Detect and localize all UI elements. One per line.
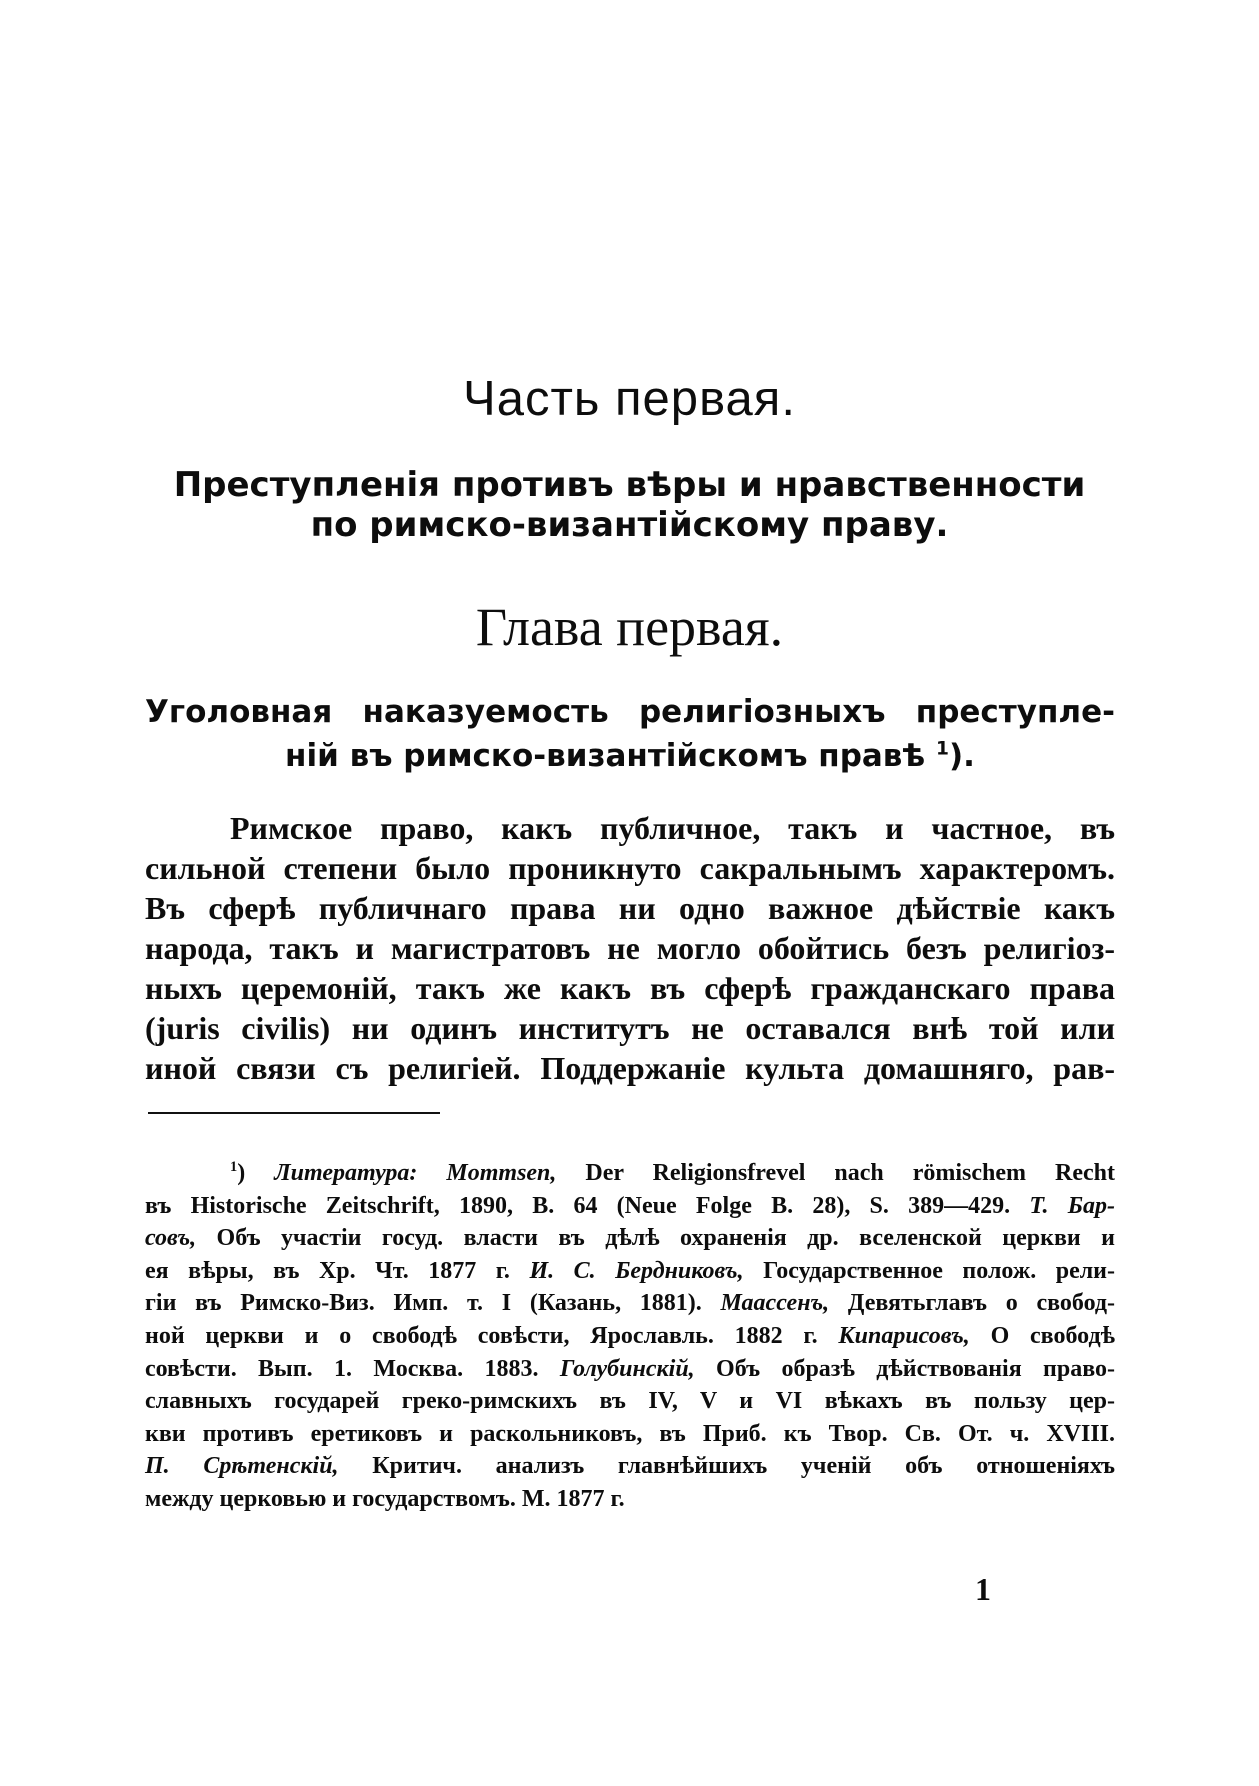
footnote-line — [145, 1157, 1115, 1190]
footnote-text: Девятьглавъ о свобод- — [829, 1290, 1116, 1317]
footnote-text: Государственное полож. рели- — [743, 1257, 1116, 1284]
footnote-text: Der Religionsfrevel nach römischem Recht — [556, 1160, 1116, 1186]
footnote-citation-name: П. Срѣтенскій, — [145, 1453, 339, 1480]
footnote-line — [145, 1483, 1115, 1516]
paragraph-line: иной связи съ религіей. Поддержаніе культа домашняго, рав- — [145, 1050, 1115, 1086]
chapter-subtitle-line — [145, 734, 1115, 778]
chapter-subtitle-line: Уголовная наказуемость религіозныхъ преступле- — [145, 694, 1115, 730]
page-number: 1 — [975, 1571, 991, 1607]
part-subtitle-line: по римско-византійскому праву. — [310, 505, 949, 545]
part-title: Часть первая. — [463, 372, 796, 426]
footnote-text: совѣсти. Вып. 1. Москва. 1883. — [145, 1355, 560, 1382]
footnote-citation-name: Кипарисовъ, — [838, 1322, 970, 1349]
footnote-marker: 1 — [230, 1159, 238, 1175]
footnote-line — [145, 1385, 1115, 1418]
footnote-line — [145, 1450, 1115, 1483]
part-subtitle — [130, 465, 1129, 545]
footnote-line — [145, 1190, 1115, 1223]
footnote-line — [145, 1222, 1115, 1255]
chapter-title: Глава первая. — [475, 597, 784, 657]
footnote-text: Критич. анализъ главнѣйшихъ ученій объ отношеніяхъ — [338, 1453, 1115, 1480]
footnote-text: славныхъ государей греко-римскихъ въ IV, V и VI вѣкахъ въ пользу цер- — [145, 1388, 1115, 1415]
chapter-subtitle — [145, 690, 1115, 778]
footnote-citation-name: Маассенъ, — [720, 1290, 830, 1317]
footnote-text: ной церкви и о свободѣ совѣсти, Ярославль. 1882 г. — [145, 1322, 839, 1349]
paragraph-line: Въ сферѣ публичнаго права ни одно важное дѣйствіе какъ — [145, 890, 1115, 926]
footnote-citation-name: совъ, — [145, 1225, 197, 1252]
footnote-text: кви противъ еретиковъ и раскольниковъ, въ Приб. къ Твор. Св. От. ч. XVIII. — [145, 1420, 1115, 1447]
footnote-citation-name: Литература: — [274, 1160, 418, 1186]
paragraph-line: (juris civilis) ни одинъ институтъ не оставался внѣ той или — [145, 1010, 1115, 1046]
footnote-text: О свободѣ — [969, 1322, 1115, 1349]
footnote-citation-name: Голубинскій, — [559, 1355, 695, 1382]
chapter-subtitle-punctuation: ). — [949, 738, 975, 774]
body-paragraph — [145, 808, 1115, 1088]
footnote-block — [145, 1157, 1115, 1516]
footnote-text — [417, 1160, 446, 1186]
part-subtitle-line: Преступленія противъ вѣры и нравственности — [173, 465, 1086, 505]
paragraph-line: Римское право, какъ публичное, такъ и частное, въ — [230, 810, 1115, 846]
footnote-text: между церковью и государствомъ. М. 1877 г. — [145, 1485, 625, 1512]
footnote-line — [145, 1287, 1115, 1320]
footnote-line — [145, 1418, 1115, 1451]
footnote-citation-name: И. С. Бердниковъ, — [529, 1257, 744, 1284]
footnote-line — [145, 1320, 1115, 1353]
footnote-divider — [148, 1112, 440, 1114]
footnote-text: ея вѣры, въ Хр. Чт. 1877 г. — [145, 1257, 530, 1284]
footnote-text: ) — [237, 1160, 275, 1186]
footnote-citation-name: Mommsen, — [446, 1160, 557, 1186]
paragraph-line: ныхъ церемоній, такъ же какъ въ сферѣ гражданскаго права — [145, 970, 1115, 1006]
footnote-text: Объ образѣ дѣйствованія право- — [694, 1355, 1116, 1382]
footnote-text: Объ участіи госуд. власти въ дѣлѣ охраненія др. вселенской церкви и — [196, 1225, 1115, 1252]
chapter-subtitle-text: ній въ римско-византійскомъ правѣ — [285, 738, 926, 774]
footnote-reference[interactable]: 1 — [936, 738, 949, 760]
paragraph-line: народа, такъ и магистратовъ не могло обойтись безъ религіоз- — [145, 930, 1115, 966]
footnote-text: гіи въ Римско-Виз. Имп. т. I (Казань, 1881). — [145, 1290, 721, 1317]
footnote-text: въ Historische Zeitschrift, 1890, B. 64 (Neue Folge B. 28), S. 389—429. — [145, 1192, 1030, 1219]
footnote-line — [145, 1353, 1115, 1386]
footnote-citation-name: Т. Бар- — [1029, 1192, 1115, 1219]
paragraph-line: сильной степени было проникнуто сакральнымъ характеромъ. — [145, 850, 1115, 886]
footnote-line — [145, 1255, 1115, 1288]
